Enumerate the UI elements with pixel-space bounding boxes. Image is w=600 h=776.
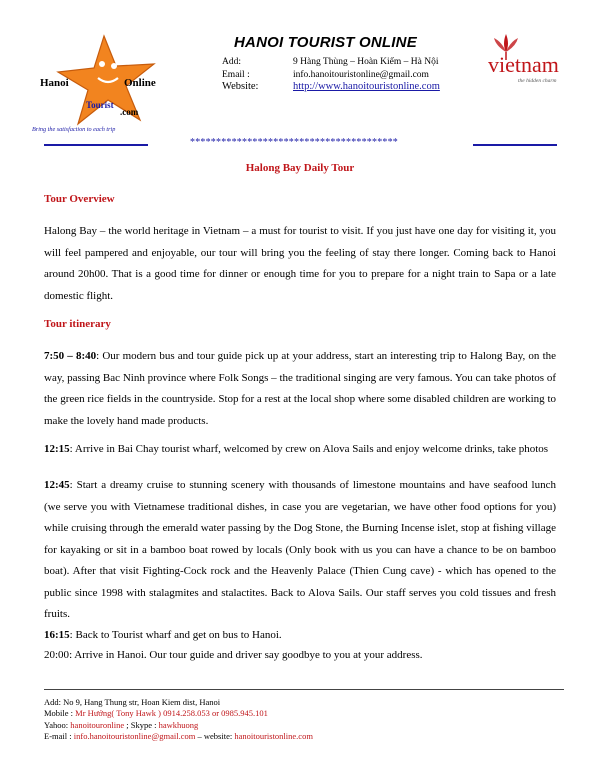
- itinerary-time: 12:45: [44, 479, 70, 491]
- vietnam-brand-logo: [484, 30, 584, 86]
- footer-email: [44, 731, 313, 742]
- document-title: Halong Bay Daily Tour: [245, 162, 355, 174]
- footer-yahoo-value: hanoitouronline: [70, 719, 125, 730]
- brand-wordmark: vietnam: [488, 52, 559, 77]
- lotus-logo-icon: [484, 30, 584, 86]
- logo-word-right: Online: [124, 77, 156, 89]
- footer-divider: [44, 689, 564, 690]
- contact-label: Add:: [222, 57, 241, 67]
- contact-website: [222, 81, 440, 94]
- separator-line-left: [44, 144, 148, 146]
- itinerary-text: : Arrive in Hanoi. Our tour guide and driver say goodbye to you at your address.: [69, 649, 423, 661]
- contact-value: info.hanoitouristonline@gmail.com: [293, 69, 429, 80]
- logo-suffix: .com: [120, 107, 139, 117]
- footer-skype-label: ; Skype :: [124, 719, 159, 730]
- contact-email: [222, 69, 440, 82]
- footer-mobile-value: Mr Hướng( Tony Hawk ) 0914.258.053 or 0985.945.101: [75, 708, 268, 719]
- header-separator: [0, 139, 600, 151]
- brand-tagline: the hidden charm: [518, 78, 557, 84]
- itinerary-time: 12:15: [44, 443, 70, 455]
- itinerary-item: [44, 475, 556, 626]
- contact-label: Email :: [222, 69, 250, 80]
- itinerary-heading: Tour itinerary: [44, 318, 111, 330]
- itinerary-text: : Our modern bus and tour guide pick up at your address, start an interesting trip to Halong Bay, on the way, passing Bac Ninh province where Folk Songs – the traditional singing are very famous. You can take photos of the green rice fields in the countryside. Stop for a rest at the local shop where some disabled children are working to make the lovely hand made products.: [44, 350, 557, 427]
- contact-block: [222, 56, 440, 94]
- footer-website-label: – website:: [195, 731, 235, 742]
- separator-line-right: [473, 144, 557, 146]
- logo-word-center: Tourist: [86, 100, 114, 110]
- footer-mobile: [44, 708, 313, 719]
- footer-yahoo-label: Yahoo:: [44, 719, 71, 730]
- itinerary-item: [44, 645, 556, 667]
- itinerary-item: [44, 346, 556, 432]
- overview-paragraph: Halong Bay – the world heritage in Vietnam – a must for tourist to visit. If you just have one day for visiting it, you will feel pampered and enjoyable, our tour will bring you the feeling of stay there longer. Coming back to Hanoi around 20h00. That is a good time for dinner or enough time for you to prepare for a night train to Sapa or a late domestic flight.: [44, 225, 556, 302]
- separator-stars: ****************************************: [190, 137, 398, 148]
- itinerary-text: : Arrive in Bai Chay tourist wharf, welcomed by crew on Alova Sails and enjoy welcome drinks, take photos: [69, 443, 549, 455]
- itinerary-time: 20:00: [44, 649, 70, 661]
- footer-address: Add: No 9, Hang Thung str, Hoan Kiem dist, Hanoi: [44, 697, 221, 707]
- overview-heading: Tour Overview: [44, 193, 115, 205]
- contact-address: [222, 56, 440, 69]
- footer-email-label: E-mail :: [44, 731, 74, 742]
- itinerary-item: [44, 439, 556, 461]
- footer-email-link[interactable]: info.hanoitouristonline@gmail.com: [73, 731, 196, 742]
- footer-website-link[interactable]: hanoitouristonline.com: [234, 731, 313, 742]
- hanoi-tourist-logo: [28, 34, 188, 134]
- footer-mobile-label: Mobile :: [44, 708, 76, 719]
- site-title: HANOI TOURIST ONLINE: [234, 34, 417, 51]
- logo-word-left: Hanoi: [40, 77, 69, 89]
- itinerary-time: 16:15: [44, 629, 70, 641]
- website-link[interactable]: http://www.hanoitouristonline.com: [293, 81, 440, 92]
- footer: [44, 697, 313, 743]
- itinerary-time: 7:50 – 8:40: [44, 350, 97, 362]
- itinerary-item: [44, 625, 556, 647]
- contact-label: Website:: [222, 81, 259, 92]
- logo-tagline: Bring the satisfaction to each trip: [32, 126, 116, 133]
- footer-yahoo: [44, 720, 313, 731]
- contact-value: 9 Hàng Thùng – Hoàn Kiếm – Hà Nội: [293, 57, 439, 67]
- footer-skype-value: hawkhuong: [158, 719, 199, 730]
- itinerary-text: : Start a dreamy cruise to stunning scenery with thousands of limestone mountains and have seafood lunch (we serve you with Vietnamese traditional dishes, in case you are vegetarian, we have other food options for you) while cruising through the emerald water passing by the Dog Stone, the Burning Incense islet, stop at fishing village for kayaking or sit in a bamboo boat rowed by locals (Only book with us you can have a chance to be on bamboo boat). After that visit Fighting-Cock rock and the Heavenly Palace (Thien Cung cave) - which has opened to the public since 1998 with stalagmites and stalactites. Back to Alova Sails. Our staff serves you cold tissues and fresh fruits.: [44, 479, 557, 620]
- itinerary-text: : Back to Tourist wharf and get on bus to Hanoi.: [69, 629, 282, 641]
- starfish-logo-icon: [28, 34, 188, 134]
